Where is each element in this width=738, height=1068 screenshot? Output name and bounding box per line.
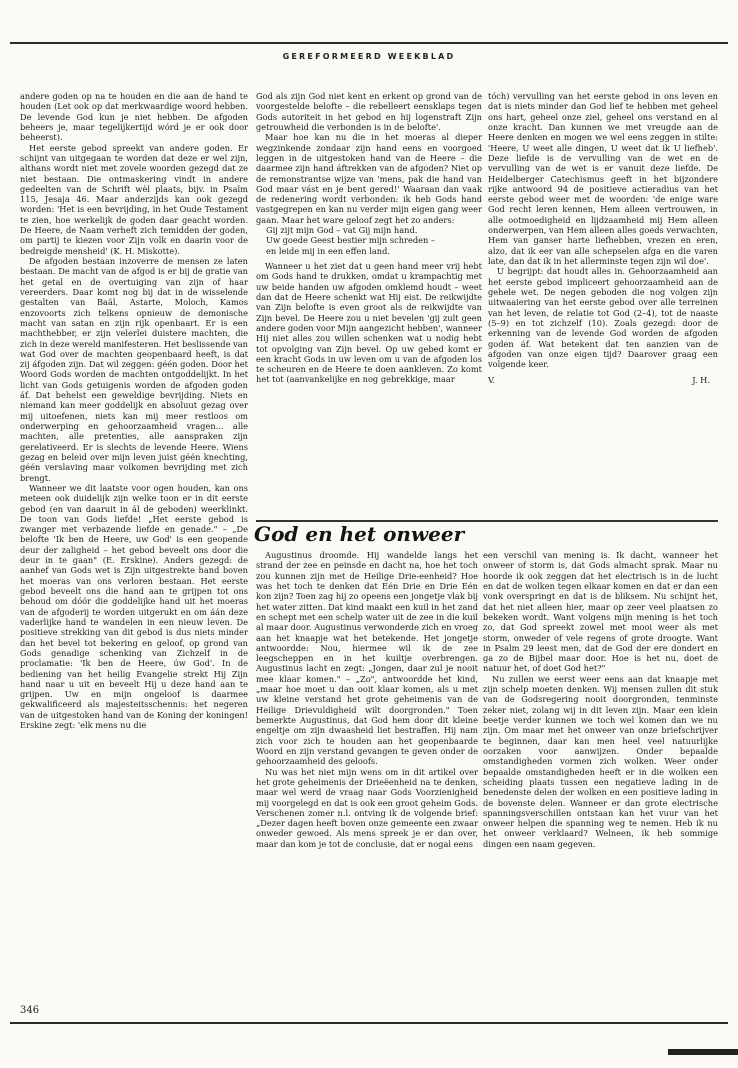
top-rule	[10, 42, 728, 44]
paragraph: Nu was het niet mijn wens om in dit artikel over het grote geheimenis der Drieëenheid na te denken, maar wel werd de vraag naar Gods Voorzienigheid mij voorgelegd en dat is ook een groot geheim Gods. Verschenen zomer n.l. ontving ik de volgende brief: „Dezer dagen heeft boven onze gemeente een zwaar onweder gewoed. Als mens spreek je er dan over, maar dan kom je tot de conclusie, dat er nogal eens	[256, 766, 478, 849]
article-column-1	[256, 550, 478, 982]
column-2	[256, 91, 482, 511]
verse-line: en leide mij in een effen land.	[266, 245, 391, 256]
scan-edge-bar	[668, 1049, 738, 1055]
verse-line: Uw goede Geest bestier mijn schreden –	[266, 235, 436, 246]
signature-line	[488, 369, 718, 385]
signature-left: V.	[488, 375, 496, 386]
paragraph: Augustinus droomde. Hij wandelde langs het strand der zee en peinsde en dacht na, hoe het toch zou kunnen zijn met de Heilige Drie-eenheid? Hoe was het toch te denken dat Eén Drie en Drie Eén kon zijn? Toen zag hij zo opeens een jongetje vlak bij het water zitten. Dat kind maakt een kuil in het zand en schept met een schelp water uit de zee in die kuil al maar door. Augustinus verwonderde zich en vroeg aan het knaapje wat het betekende. Het jongetje antwoordde: Nou, hiermee wil ik de zee leegscheppen en in het kuiltje overbrengen. Augustinus lacht en zegt: „Jongen, daar zul je nooit mee klaar komen." – „Zo", antwoordde het kind, „maar hoe moet u dan ooit klaar komen, als u met uw kleine verstand het grote geheimenis van de Heilige Drievuldigheid wilt doorgronden." Toen bemerkte Augustinus, dat God hem door dit kleine engeltje om zijn dwaasheid liet bestraffen. Hij nam zich voor zich te houden aan het geopenbaarde Woord en zijn verstand gevangen te geven onder de gehoorzaamheid des geloofs.	[256, 550, 478, 767]
paragraph: andere goden op na te houden en die aan de hand te houden (Let ook op dat merkwaardige woord hebben. De levende God kun je niet hebben. De afgoden beheers je, maar tegelijkertijd wórd je er ook door beheerst).	[20, 91, 248, 143]
column-3	[488, 91, 718, 511]
paragraph: U begrijpt: dat houdt alles in. Gehoorzaamheid aan het eerste gebod impliceert gehoorzaamheid aan de gehele wet. De negen geboden die nog volgen zijn uitwaaiering van het eerste gebod over alle terreinen van het leven, de relatie tot God (2–4), tot de naaste (5–9) en tot zichzelf (10). Zoals gezegd: door de erkenning van de levende God worden de afgoden goden áf. Wat betekent dat ten aanzien van de afgoden van onze eigen tijd? Daarover graag een volgende keer.	[488, 266, 718, 370]
paragraph: Wanneer we dit laatste voor ogen houden, kan ons meteen ook duidelijk zijn welke toon er in dit eerste gebod (en van daaruit in ál de geboden) weerklinkt. De toon van Gods liefde! „Het eerste gebod is zwanger met verbazende liefde en genade." – „De belofte 'Ik ben de Heere, uw God' is een geopende deur der zaligheid – het gebod beveelt ons door die deur in te gaan" (E. Erskine). Anders gezegd: de aanhef van Gods wet is Zijn uitgestrekte hand boven het moeras van ons verloren bestaan. Het eerste gebod beveelt ons die hand aan te grijpen tot ons behoud om dóór die goddelijke hand uit het moeras van de afgoderij te worden uitgerukt en om áán deze vaderlijke hand te wandelen in een nieuw leven. De positieve strekking van dit gebod is dus niets minder dan het bevel tot bekering en geloof, op grond van Gods genadige schenking van Zichzelf in de proclamatie: 'Ik ben de Heere, úw God'. In de bediening van het heilig Evangelie strekt Hij Zijn hand naar u uit en beveelt Hij u deze hand aan te grijpen. Uw en mijn ongeloof is daarmee gekwalificeerd als majesteitsschennis: het negeren van de uitgestoken hand van de Koning der koningen! Erskine zegt: 'elk mens nu die	[20, 482, 248, 731]
article-title: God en het onweer	[254, 522, 465, 546]
article-column-2	[483, 550, 718, 982]
paragraph: God als zijn God niet kent en erkent op grond van de voorgestelde belofte – die rebelleert eensklaps tegen Gods autoriteit in het gebod en hij logenstraft Zijn getrouwheid die verbonden is in de belofte'.	[256, 91, 482, 132]
paragraph: Wanneer u het ziet dat u geen hand meer vrij hebt om Gods hand te drukken, omdat u krampachtig met uw beide handen uw afgoden omklemd houdt – weet dan dat de Heere schenkt wat Hij eist. De reikwijdte van Zijn belofte is even groot als de reikwijdte van Zijn bevel. De Heere zou u niet bevelen 'gij zult geen andere goden voor Mijn aangezicht hebben', wanneer Hij niet alles zou willen schenken wat u nodig hebt tot opvolging van Zijn bevel. Op uw gebed komt er een kracht Gods in uw leven om u van de afgoden los te scheuren en de Heere te doen aankleven. Zo komt het tot (aanvankelijke en nog gebrekkige, maar	[256, 261, 482, 385]
verse-line: Gij zijt mijn God – vat Gij mijn hand.	[266, 225, 418, 236]
author-initials: J. H.	[692, 375, 710, 386]
column-1	[20, 91, 248, 979]
paragraph: Het eerste gebod spreekt van andere goden. Er schijnt van uitgegaan te worden dat deze er wel zijn, althans wordt niet met zovele woorden gezegd dat ze niet bestaan. Die ontmaskering vindt in andere gedeelten van de Schrift wèl plaats, bijv. in Psalm 115, Jesaja 46. Maar anderzijds kan ook gezegd worden: 'Het is een bevrijding, in het Oude Testament te zien, hoe werkelijk de goden daar geacht worden. De Heere, de Naam verheft zich temidden der goden, om partij te kiezen voor Zijn volk en daarin voor de bedreigde mensheid' (K. H. Miskotte).	[20, 142, 248, 256]
running-header: GEREFORMEERD WEEKBLAD	[282, 52, 456, 61]
paragraph: De afgoden bestaan inzoverre de mensen ze laten bestaan. De macht van de afgod is er bij de gratie van het getal en de overtuiging van zijn of haar vereerders. Daar komt nog bij dat in de wisselende gestalten van Baäl, Astarte, Moloch, Kamos enzovoorts zich telkens opnieuw de demonische macht van satan en zijn rijk openbaart. Er is een machthebber, er zijn velerlei duistere machten, die zich in deze wereld manifesteren. Het beslissende van wat God over de machten geopenbaard heeft, is dat zij áfgoden zijn. Dat wil zeggen: géén goden. Door het Woord Gods worden de machten ontgoddelijkt. In het licht van Gods getuigenis worden de afgoden goden áf. Dat behelst een geweldige bevrijding. Niets en niemand kan meer goddelijk en absoluut gezag over mij uitoefenen, niets kan mij meer restloos om onderwerping en gehoorzaamheid vragen... alle machten, alle pretenties, alle aanspraken zijn gerelativeerd. Er is slechts de levende Heere. Wiens gezag en beleid over mijn leven juist géén knechting, géén verslaving maar volkomen bevrijding met zich brengt.	[20, 256, 248, 483]
paragraph: Nu zullen we eerst weer eens aan dat knaapje met zijn schelp moeten denken. Wij mensen zullen dit stuk van de Godsregering nooit doorgronden, tenminste zeker niet, zolang wij in dit leven zijn. Maar een klein beetje verder kunnen we toch wel komen dan we nu zijn. Om maar met het onweer van onze briefschrijver te beginnen, daar kan men heel veel natuurlijke oorzaken voor aanwijzen. Onder bepaalde omstandigheden vormen zich wolken. Weer onder bepaalde omstandigheden heeft er in die wolken een scheiding plaats tussen een negatieve lading in de benedenste delen der wolken en een positieve lading in de bovenste delen. Wanneer er dan grote electrische spanningsverschillen ontstaan kan het vuur van het onweer helpen die spanning weg te nemen. Heb ik nu het onweer verklaard? Welneen, ik heb sommige dingen een naam gegeven.	[483, 673, 718, 849]
quoted-verse	[266, 225, 482, 256]
bottom-rule	[10, 1022, 728, 1024]
paragraph: een verschil van mening is. Ik dacht, wanneer het onweer of storm is, dat Gods almacht sprak. Maar nu hoorde ik ook zeggen dat het electrisch is in de lucht en dat de wolken tegen elkaar komen en dat er dan een vonk overspringt en dat is de bliksem. Nu schijnt het, dat het niet alleen hier, maar op zeer veel plaatsen zo bekeken wordt. Want volgens mijn mening is het toch zo, dat God spreekt zowel met mooi weer als met storm, onweder of vele regens of grote droogte. Want in Psalm 29 leest men, dat de God der ere dondert en ga zo de Bijbel maar door. Hoe is het nu, doet de natuur het, of doet God het?"	[483, 550, 718, 674]
page-number: 346	[20, 1005, 40, 1016]
paragraph: Maar hoe kan nu die in het moeras al dieper wegzinkende zondaar zijn hand eens en voorgoed leggen in de uitgestoken hand van de Heere – die daarmee zijn hand áftrekken van de afgoden? Niet op de remonstrantse wijze van 'mens, pak die hand van God maar vást en je bent gered!' Waaraan dan vaak de redenering wordt verbonden: ik heb Gods hand vastgegrepen en kan nu verder mijn eigen gang weer gaan. Maar het ware geloof zegt het zo anders:	[256, 132, 482, 225]
paragraph: tóch) vervulling van het eerste gebod in ons leven en dat is niets minder dan God lief te hebben met geheel ons hart, geheel onze ziel, geheel ons verstand en al onze kracht. Dan kunnen we met vreugde aan de Heere denken en mogen we wel eens zeggen in stilte: 'Heere, U weet alle dingen, U weet dat ik U liefheb'. Deze liefde is de vervulling van de wet en de vervulling van de wet is er vanuit deze liefde. De Heidelberger Catechismus geeft in het bijzondere rijke antwoord 94 de positieve actieradius van het eerste gebod weer met de woorden: 'de enige ware God recht leren kennen, Hem alleen vertrouwen, in alle ootmoedigheid en lijdzaamheid mij Hem alleen onderwerpen, van Hem alleen alles goeds verwachten, Hem van ganser harte liefhebben, vrezen en eren, alzo, dat ik eer van alle schepselen afga en die varen late, dan dat ik in het allerminste tegen zijn wil doe'.	[488, 91, 718, 266]
